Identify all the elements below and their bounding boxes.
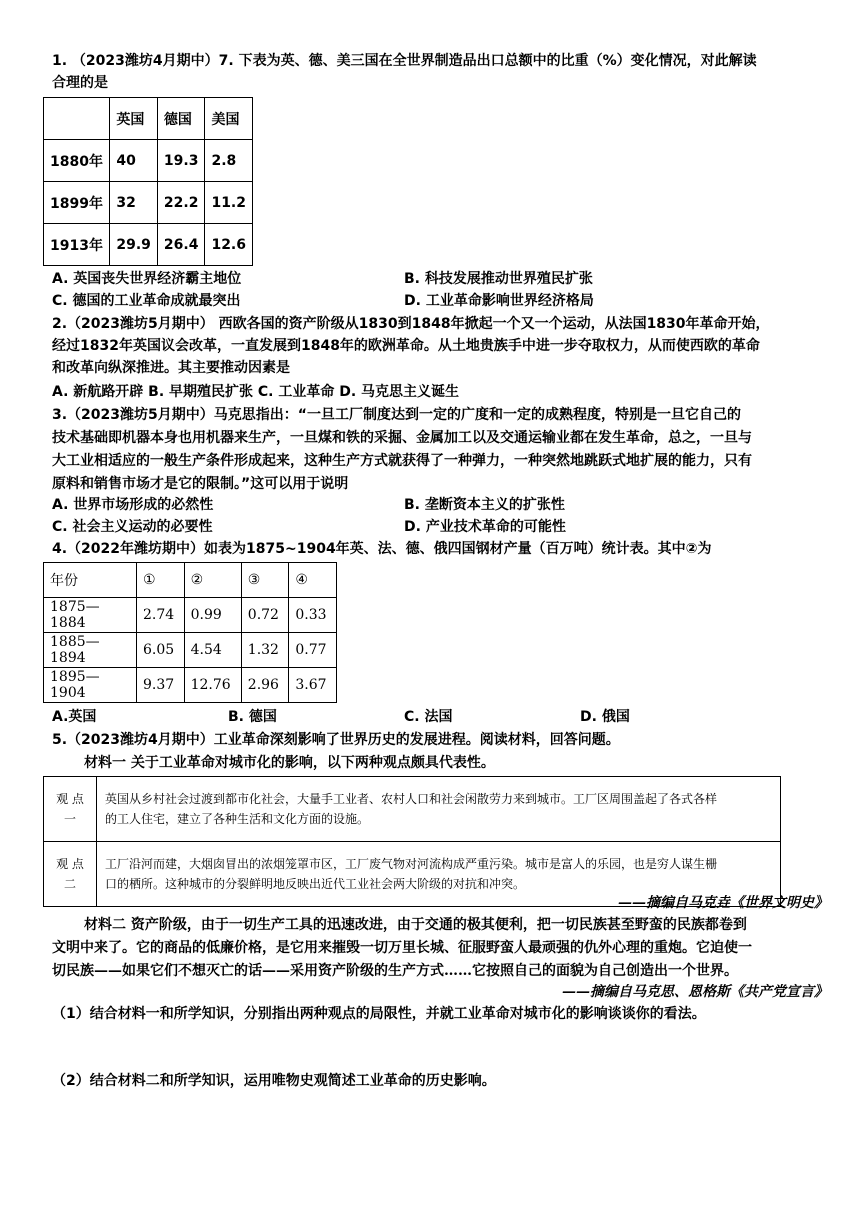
table-cell: 11.2 — [205, 182, 253, 224]
q3-line2: 技术基础即机器本身也用机器来生产，一旦煤和铁的采掘、金属加工以及交通运输业都在发生革命，总之，一旦与 — [52, 430, 752, 446]
view-text-cell — [97, 777, 781, 842]
q5-stem: 5.（2023潍坊4月期中）工业革命深刻影响了世界历史的发展进程。阅读材料，回答问题。 — [52, 732, 620, 748]
q5-material2-source: ——摘编自马克思、恩格斯《共产党宣言》 — [562, 984, 828, 1000]
q2-line1: 2.（2023潍坊5月期中） 西欧各国的资产阶级从1830到1848年掀起一个又一个运动，从法国1830年革命开始， — [52, 316, 770, 332]
table-cell: 1899年 — [44, 182, 110, 224]
q5-material2-line1: 材料二 资产阶级，由于一切生产工具的迅速改进，由于交通的极其便利，把一切民族甚至野蛮的民族都卷到 — [84, 917, 747, 933]
q1-option-b: B. 科技发展推动世界殖民扩张 — [404, 271, 593, 287]
q1-option-d: D. 工业革命影响世界经济格局 — [404, 293, 594, 309]
q2-line2: 经过1832年英国议会改革，一直发展到1848年的欧洲革命。从土地贵族手中进一步夺取权力，从而使西欧的革命 — [52, 338, 760, 354]
table-cell: 6.05 — [137, 633, 185, 668]
q4-option-c: C. 法国 — [404, 709, 453, 725]
table-cell: 1895—1904 — [44, 668, 137, 703]
q4-table — [43, 562, 337, 703]
q5-views-table — [43, 776, 781, 907]
view-label: 观 点 — [56, 792, 84, 806]
q3-option-a: A. 世界市场形成的必然性 — [52, 497, 214, 513]
view-label-number: 一 — [63, 812, 76, 826]
q4-stem: 4.（2022年潍坊期中）如表为1875~1904年英、法、德、俄四国钢材产量（百万吨）统计表。其中②为 — [52, 541, 712, 557]
table-cell: 1875—1884 — [44, 598, 137, 633]
table-row — [44, 140, 253, 182]
q1-stem-line2: 合理的是 — [52, 75, 108, 91]
table-cell: 22.2 — [157, 182, 205, 224]
table-cell: 4.54 — [184, 633, 241, 668]
table-header: 年份 — [44, 563, 137, 598]
view-label-number: 二 — [63, 877, 76, 891]
table-header: ② — [184, 563, 241, 598]
table-cell: 12.6 — [205, 224, 253, 266]
table-cell: 0.77 — [289, 633, 337, 668]
table-cell: 0.99 — [184, 598, 241, 633]
table-row — [44, 777, 781, 842]
table-cell: 9.37 — [137, 668, 185, 703]
q3-option-d: D. 产业技术革命的可能性 — [404, 519, 566, 535]
table-header: 德国 — [157, 98, 205, 140]
q2-line3: 和改革向纵深推进。其主要推动因素是 — [52, 360, 290, 376]
view1-line2: 的工人住宅，建立了各种生活和文化方面的设施。 — [105, 812, 370, 826]
view-label: 观 点 — [56, 857, 84, 871]
table-header: 美国 — [205, 98, 253, 140]
q5-material1-title: 材料一 关于工业革命对城市化的影响，以下两种观点颇具代表性。 — [84, 755, 495, 771]
table-row — [44, 563, 337, 598]
table-cell: 12.76 — [184, 668, 241, 703]
q2-options: A. 新航路开辟 B. 早期殖民扩张 C. 工业革命 D. 马克思主义诞生 — [52, 384, 460, 400]
q1-stem-line1: 1. （2023潍坊4月期中）7. 下表为英、德、美三国在全世界制造品出口总额中的比重（%）变化情况，对此解读 — [52, 53, 757, 69]
table-cell: 0.72 — [241, 598, 289, 633]
view2-line1: 工厂沿河而建，大烟囱冒出的浓烟笼罩市区，工厂废气物对河流构成严重污染。城市是富人的乐园，也是穷人谋生栅 — [105, 857, 718, 871]
table-cell: 26.4 — [157, 224, 205, 266]
q4-option-d: D. 俄国 — [580, 709, 630, 725]
q3-option-b: B. 垄断资本主义的扩张性 — [404, 497, 565, 513]
view-label-cell — [44, 777, 97, 842]
table-cell: 2.8 — [205, 140, 253, 182]
q4-option-b: B. 德国 — [228, 709, 277, 725]
table-row — [44, 224, 253, 266]
table-cell: 1885—1894 — [44, 633, 137, 668]
table-row — [44, 633, 337, 668]
q5-material2-line3: 切民族——如果它们不想灭亡的话——采用资产阶级的生产方式……它按照自己的面貌为自己创造出一个世界。 — [52, 963, 738, 979]
view1-line1: 英国从乡村社会过渡到都市化社会，大量手工业者、农村人口和社会闲散劳力来到城市。工厂区周围盖起了各式各样 — [105, 792, 718, 806]
q1-option-a: A. 英国丧失世界经济霸主地位 — [52, 271, 242, 287]
table-row — [44, 668, 337, 703]
table-cell: 0.33 — [289, 598, 337, 633]
q3-line1: 3.（2023潍坊5月期中）马克思指出：“一旦工厂制度达到一定的广度和一定的成熟程度，特别是一旦它自己的 — [52, 407, 741, 423]
table-row — [44, 98, 253, 140]
q4-option-a: A.英国 — [52, 709, 97, 725]
q5-material2-line2: 文明中来了。它的商品的低廉价格，是它用来摧毁一切万里长城、征服野蛮人最顽强的仇外心理的重炮。它迫使一 — [52, 940, 752, 956]
q3-option-c: C. 社会主义运动的必要性 — [52, 519, 213, 535]
table-row — [44, 182, 253, 224]
q3-line4: 原料和销售市场才是它的限制。”这可以用于说明 — [52, 476, 349, 492]
table-cell: 3.67 — [289, 668, 337, 703]
table-cell: 40 — [110, 140, 158, 182]
table-cell: 29.9 — [110, 224, 158, 266]
view2-line2: 口的栖所。这种城市的分裂鲜明地反映出近代工业社会两大阶级的对抗和冲突。 — [105, 877, 526, 891]
table-cell: 1.32 — [241, 633, 289, 668]
table-cell: 2.96 — [241, 668, 289, 703]
table-cell: 2.74 — [137, 598, 185, 633]
view-label-cell — [44, 842, 97, 907]
q3-line3: 大工业相适应的一般生产条件形成起来，这种生产方式就获得了一种弹力，一种突然地跳跃式地扩展的能力，只有 — [52, 453, 752, 469]
table-cell: 32 — [110, 182, 158, 224]
q1-table — [43, 97, 253, 266]
table-cell: 1913年 — [44, 224, 110, 266]
table-header: ① — [137, 563, 185, 598]
table-cell — [44, 98, 110, 140]
table-header: ③ — [241, 563, 289, 598]
table-header: ④ — [289, 563, 337, 598]
table-header: 英国 — [110, 98, 158, 140]
q1-option-c: C. 德国的工业革命成就最突出 — [52, 293, 241, 309]
table-cell: 19.3 — [157, 140, 205, 182]
q5-material1-source: ——摘编自马克垚《世界文明史》 — [618, 895, 828, 911]
q5-subquestion-1: （1）结合材料一和所学知识，分别指出两种观点的局限性，并就工业革命对城市化的影响谈谈你的看法。 — [52, 1006, 706, 1022]
table-row — [44, 598, 337, 633]
q5-subquestion-2: （2）结合材料二和所学知识，运用唯物史观简述工业革命的历史影响。 — [52, 1073, 496, 1089]
table-cell: 1880年 — [44, 140, 110, 182]
